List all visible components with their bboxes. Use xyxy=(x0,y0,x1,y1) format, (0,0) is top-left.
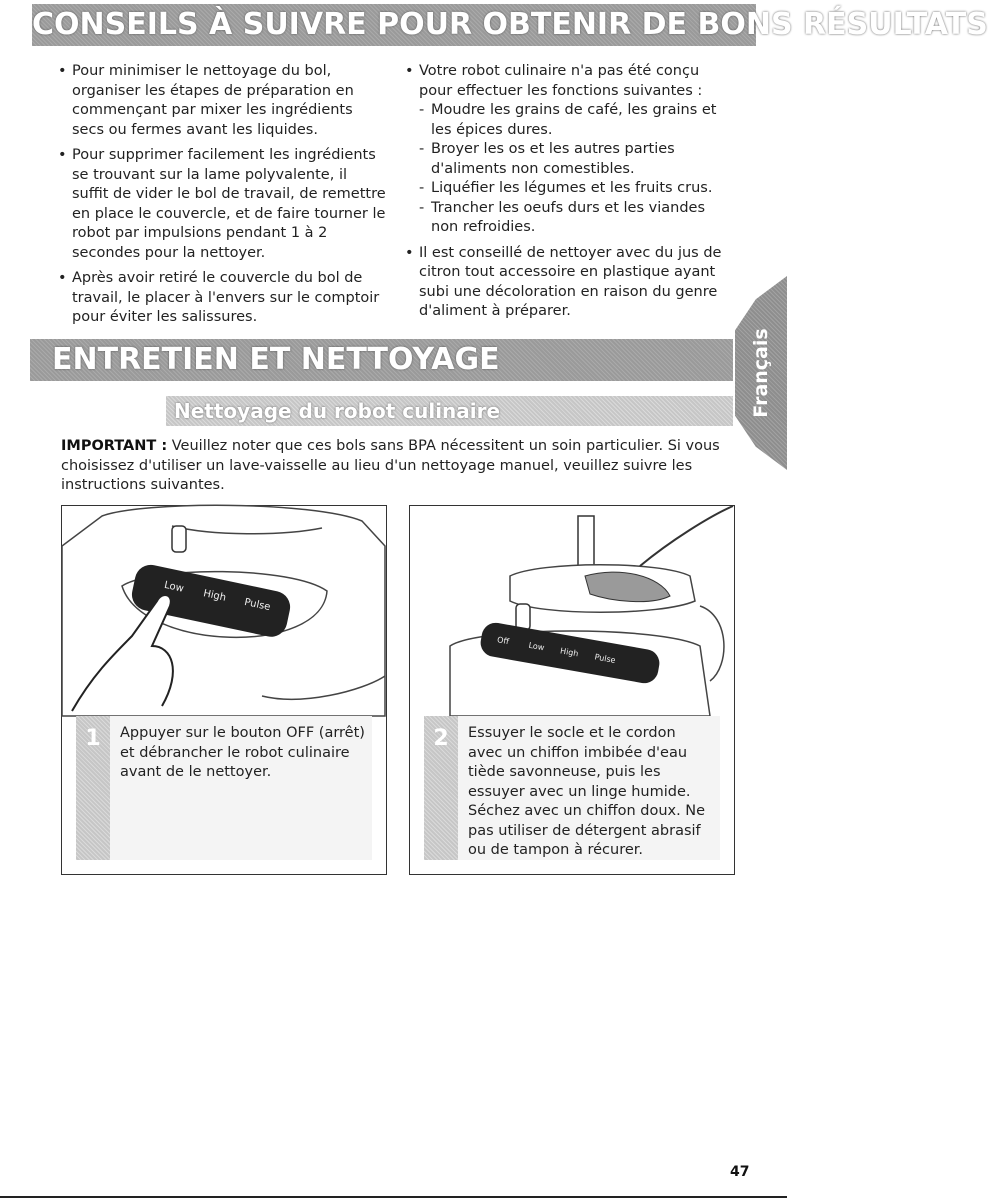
tip-subitem: - Liquéfier les légumes et les fruits crus. xyxy=(419,179,735,199)
pulse-button-label: Pulse xyxy=(243,596,272,614)
high-button-label: High xyxy=(202,588,227,604)
tips-right-column xyxy=(405,62,735,328)
pulse-button-label: Pulse xyxy=(593,652,617,665)
language-tab-label: Français xyxy=(750,328,772,418)
tip-item: • Après avoir retiré le couvercle du bol de travail, le placer à l'envers sur le comptoir pour éviter les salissures. xyxy=(58,269,388,328)
off-button-label: Off xyxy=(496,635,510,647)
low-button-label: Low xyxy=(527,640,546,653)
page-number: 47 xyxy=(730,1164,750,1180)
important-label: IMPORTANT : xyxy=(61,438,168,454)
tips-left-column xyxy=(58,62,388,334)
step-panel-1 xyxy=(61,505,387,875)
step-panel-2 xyxy=(409,505,735,875)
section-title: ENTRETIEN ET NETTOYAGE xyxy=(52,342,500,377)
tip-item: • Pour supprimer facilement les ingrédients se trouvant sur la lame polyvalente, il suffit de vider le bol de travail, de remettre en place le couvercle, et de faire tourner le robot par impulsions pendant 1 à 2 secondes pour la nettoyer. xyxy=(58,146,388,263)
important-note xyxy=(61,437,731,496)
subsection-title: Nettoyage du robot culinaire xyxy=(174,399,501,423)
subsection-banner xyxy=(166,396,733,426)
tips-banner xyxy=(32,4,988,46)
tip-subitem: - Moudre les grains de café, les grains et les épices dures. xyxy=(419,101,735,140)
step-caption xyxy=(76,716,372,860)
step-text: Essuyer le socle et le cordon avec un chiffon imbibée d'eau tiède savonneuse, puis les essuyer avec un linge humide. Séchez avec un chiffon doux. Ne pas utiliser de détergent abrasif ou de tampon à récurer. xyxy=(468,725,706,858)
tips-banner-title: CONSEILS À SUIVRE POUR OBTENIR DE BONS RÉSULTATS xyxy=(32,7,988,42)
tip-item: • Il est conseillé de nettoyer avec du jus de citron tout accessoire en plastique ayant subi une décoloration en raison du genre d'aliment à préparer. xyxy=(405,244,735,322)
step-number-badge: 1 xyxy=(76,716,110,860)
step-text: Appuyer sur le bouton OFF (arrêt) et débrancher le robot culinaire avant de le nettoyer. xyxy=(120,725,365,780)
section-banner xyxy=(30,339,733,381)
wiping-base-illustration xyxy=(410,506,733,716)
tip-intro: • Votre robot culinaire n'a pas été conçu pour effectuer les fonctions suivantes : xyxy=(405,62,735,101)
step-caption xyxy=(424,716,720,860)
tip-subitem: - Trancher les oeufs durs et les viandes non refroidies. xyxy=(419,199,735,238)
step-number-badge: 2 xyxy=(424,716,458,860)
low-button-label: Low xyxy=(163,579,185,595)
bottom-rule xyxy=(0,1196,787,1198)
control-panel-illustration xyxy=(62,506,385,716)
tip-subitem: - Broyer les os et les autres parties d'aliments non comestibles. xyxy=(419,140,735,179)
important-text: Veuillez noter que ces bols sans BPA nécessitent un soin particulier. Si vous choisissez d'utiliser un lave-vaisselle au lieu d'un nettoyage manuel, veuillez suivre les instructions suivantes. xyxy=(61,438,720,493)
high-button-label: High xyxy=(559,646,580,659)
tip-item: • Pour minimiser le nettoyage du bol, organiser les étapes de préparation en commençant par mixer les ingrédients secs ou fermes avant les liquides. xyxy=(58,62,388,140)
